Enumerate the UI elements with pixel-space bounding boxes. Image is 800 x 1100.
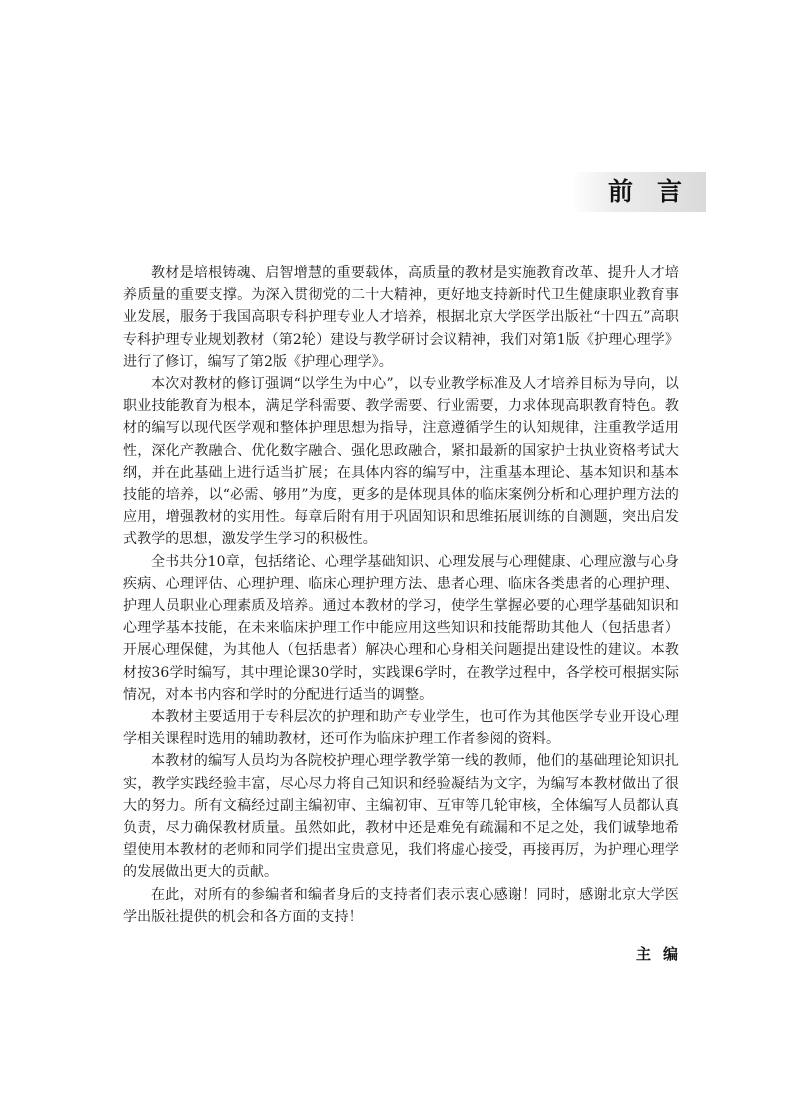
paragraph-3: 全书共分10章，包括绪论、心理学基础知识、心理发展与心理健康、心理应激与心身疾病、心理评估、心理护理、临床心理护理方法、患者心理、临床各类患者的心理护理、护理人员职业心理素质及培养。通过本教材的学习，使学生掌握必要的心理学基础知识和心理学基本技能，在未来临床护理工作中能应用这些知识和技能帮助其他人（包括患者）开展心理保健，为其他人（包括患者）解决心理和心身相关问题提出建设性的建议。本教材按36学时编写，其中理论课30学时，实践课6学时，在教学过程中，各学校可根据实际情况，对本书内容和学时的分配进行适当的调整。 (123, 553, 679, 703)
paragraph-4: 本教材主要适用于专科层次的护理和助产专业学生，也可作为其他医学专业开设心理学相关课程时选用的辅助教材，还可作为临床护理工作者参阅的资料。 (123, 709, 679, 748)
paragraph-5: 本教材的编写人员均为各院校护理心理学教学第一线的教师，他们的基础理论知识扎实，教学实践经验丰富，尽心尽力将自己知识和经验凝结为文字，为编写本教材做出了很大的努力。所有文稿经过副主编初审、主编初审、互审等几轮审核，全体编写人员都认真负责，尽力确保教材质量。虽然如此，教材中还是难免有疏漏和不足之处，我们诚挚地希望使用本教材的老师和同学们提出宝贵意见，我们将虚心接受，再接再厉，为护理心理学的发展做出更大的贡献。 (123, 753, 679, 881)
preface-body (123, 262, 679, 928)
paragraph-1: 教材是培根铸魂、启智增慧的重要载体，高质量的教材是实施教育改革、提升人才培养质量的重要支撑。为深入贯彻党的二十大精神，更好地支持新时代卫生健康职业教育事业发展，服务于我国高职专科护理专业人才培养，根据北京大学医学出版社“十四五”高职专科护理专业规划教材（第2轮）建设与教学研讨会议精神，我们对第1版《护理心理学》进行了修订，编写了第2版《护理心理学》。 (123, 265, 679, 370)
paragraph-2: 本次对教材的修订强调“以学生为中心”，以专业教学标准及人才培养目标为导向，以职业技能教育为根本，满足学科需要、教学需要、行业需要，力求体现高职教育特色。教材的编写以现代医学观和整体护理思想为指导，注意遵循学生的认知规律，注重教学适用性，深化产教融合、优化数字融合、强化思政融合，紧扣最新的国家护士执业资格考试大纲，并在此基础上进行适当扩展；在具体内容的编写中，注重基本理论、基本知识和基本技能的培养，以“必需、够用”为度，更多的是体现具体的临床案例分析和心理护理方法的应用，增强教材的实用性。每章后附有用于巩固知识和思维拓展训练的自测题，突出启发式教学的思想，激发学生学习的积极性。 (123, 376, 679, 548)
paragraph-6: 在此，对所有的参编者和编者身后的支持者们表示衷心感谢！同时，感谢北京大学医学出版社提供的机会和各方面的支持！ (123, 886, 679, 925)
page-title: 前言 (608, 177, 707, 206)
signature: 主编 (636, 945, 691, 963)
